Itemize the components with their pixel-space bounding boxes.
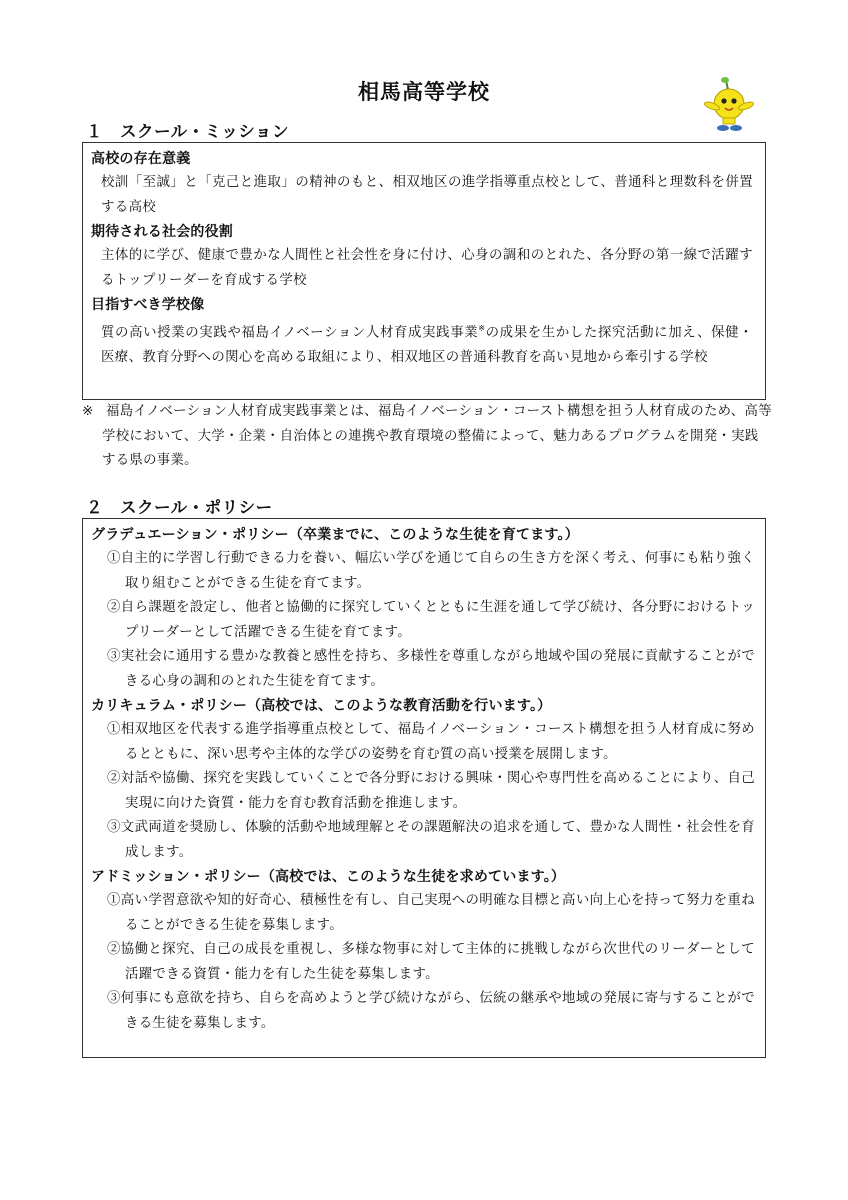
- mission-vision-text-part2: の成果を生かした探究活動に加え、保健・医療、教育分野への関心を高める取組により、相双地区の普通科教育を高い見地から牽引する学校: [101, 325, 754, 365]
- section1-heading: １ スクール・ミッション: [86, 122, 290, 141]
- graduation-policy-heading: グラデュエーション・ポリシー（卒業までに、このような生徒を育てます。）: [91, 527, 579, 543]
- graduation-policy-item: ②自ら課題を設定し、他者と協働的に探究していくとともに生涯を通して学び続け、各分野におけるトップリーダーとして活躍できる生徒を育てます。: [107, 600, 755, 640]
- admission-policy-item: ②協働と探究、自己の成長を重視し、多様な物事に対して主体的に挑戦しながら次世代のリーダーとして活躍できる資質・能力を有した生徒を募集します。: [107, 942, 755, 982]
- mission-role-text: 主体的に学び、健康で豊かな人間性と社会性を身に付け、心身の調和のとれた、各分野の第一線で活躍するトップリーダーを育成する学校: [101, 248, 753, 288]
- footnote-reference: ※: [478, 324, 486, 333]
- page-title: 相馬高等学校: [358, 80, 490, 104]
- footnote: [82, 400, 772, 474]
- footnote-text: 福島イノベーション人材育成実践事業とは、福島イノベーション・コースト構想を担う人材育成のため、高等学校において、大学・企業・自治体との連携や教育環境の整備によって、魅力あるプログラムを開発・実践する県の事業。: [102, 404, 772, 468]
- yellow-mascot-character-icon: [698, 76, 760, 134]
- mission-vision-text-part1: 質の高い授業の実践や福島イノベーション人材育成実践事業: [101, 325, 479, 341]
- curriculum-policy-heading: カリキュラム・ポリシー（高校では、このような教育活動を行います。）: [91, 698, 552, 714]
- mission-existence-heading: 高校の存在意義: [91, 151, 191, 167]
- curriculum-policy-item: ②対話や協働、探究を実践していくことで各分野における興味・関心や専門性を高めることにより、自己実現に向けた資質・能力を育む教育活動を推進します。: [107, 771, 755, 811]
- section2-heading: ２ スクール・ポリシー: [86, 498, 273, 517]
- admission-policy-heading: アドミッション・ポリシー（高校では、このような生徒を求めています。）: [91, 869, 566, 885]
- footnote-mark: ※: [82, 404, 94, 419]
- mission-vision-text: [91, 317, 757, 370]
- graduation-policy-item: ①自主的に学習し行動できる力を養い、幅広い学びを通じて自らの生き方を深く考え、何事にも粘り強く取り組むことができる生徒を育てます。: [107, 551, 755, 591]
- curriculum-policy-item: ③文武両道を奨励し、体験的活動や地域理解とその課題解決の追求を通して、豊かな人間性・社会性を育成します。: [107, 820, 755, 860]
- admission-policy-item: ③何事にも意欲を持ち、自らを高めようと学び続けながら、伝統の継承や地域の発展に寄与することができる生徒を募集します。: [107, 991, 755, 1031]
- school-mission-box: [82, 142, 766, 400]
- curriculum-policy-item: ①相双地区を代表する進学指導重点校として、福島イノベーション・コースト構想を担う人材育成に努めるとともに、深い思考や主体的な学びの姿勢を育む質の高い授業を展開します。: [107, 722, 755, 762]
- graduation-policy-item: ③実社会に通用する豊かな教養と感性を持ち、多様性を尊重しながら地域や国の発展に貢献することができる心身の調和のとれた生徒を育てます。: [107, 649, 755, 689]
- mission-vision-heading: 目指すべき学校像: [91, 297, 205, 313]
- mission-existence-text: 校訓「至誠」と「克己と進取」の精神のもと、相双地区の進学指導重点校として、普通科と理数科を併置する高校: [101, 175, 753, 215]
- school-policy-box: [82, 518, 766, 1058]
- mission-role-heading: 期待される社会的役割: [91, 224, 233, 240]
- admission-policy-item: ①高い学習意欲や知的好奇心、積極性を有し、自己実現への明確な目標と高い向上心を持って努力を重ねることができる生徒を募集します。: [107, 893, 755, 933]
